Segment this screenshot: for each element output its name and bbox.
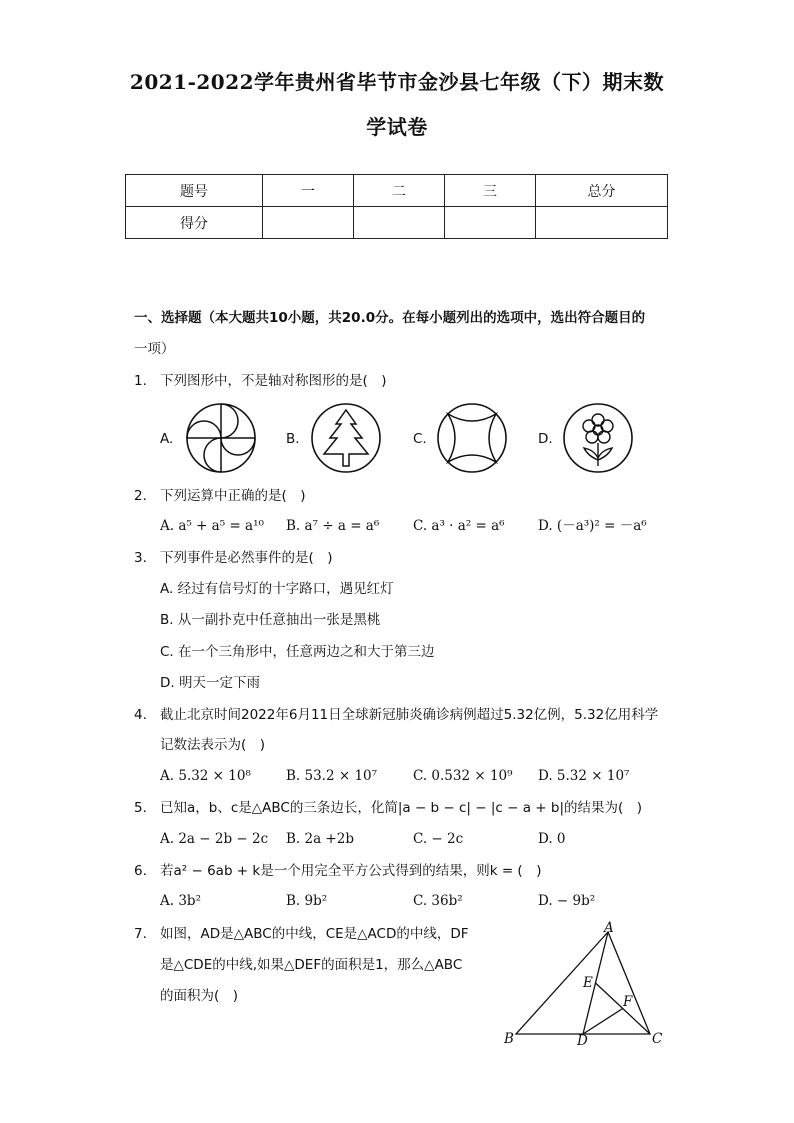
pine-tree-figure	[310, 402, 382, 474]
option-text: B. 从一副扑克中任意抽出一张是黑桃	[160, 612, 381, 628]
option-text: C. − 2c	[413, 831, 464, 847]
pinwheel-figure	[185, 402, 257, 474]
option-text: C. 36b²	[413, 893, 463, 909]
option-text: B. 53.2 × 10⁷	[286, 768, 378, 784]
option-label: D.	[538, 431, 553, 447]
option-text: C. 0.532 × 10⁹	[413, 768, 513, 784]
question-number: 2.	[134, 488, 147, 504]
score-table-header-row	[126, 175, 668, 207]
score-table	[125, 174, 668, 239]
score-cell	[445, 207, 536, 239]
option-label: B.	[286, 431, 300, 447]
option-text: A. 3b²	[160, 893, 201, 909]
option-label: A.	[160, 431, 174, 447]
score-cell	[263, 207, 354, 239]
option-text: D. 5.32 × 10⁷	[538, 768, 630, 784]
section1-heading: 一、选择题（本大题共10小题，共20.0分。在每小题列出的选项中，选出符合题目的	[134, 310, 646, 326]
option-text: A. a⁵ + a⁵ = a¹⁰	[160, 518, 264, 534]
option-text: C. a³ · a² = a⁶	[413, 518, 505, 534]
flower-figure	[562, 402, 634, 474]
question-number: 4.	[134, 707, 147, 723]
option-text: D. 明天一定下雨	[160, 675, 260, 691]
score-header-cell: 三	[445, 175, 536, 207]
paper-title-line2: 学试卷	[366, 115, 428, 139]
question-number: 7.	[134, 926, 147, 942]
question-stem: 若a² − 6ab + k是一个用完全平方公式得到的结果，则k = ( )	[160, 863, 542, 879]
question-stem: 截止北京时间2022年6月11日全球新冠肺炎确诊病例超过5.32亿例，5.32亿用科学	[160, 707, 659, 723]
vertex-label-e: E	[583, 975, 593, 991]
question-stem: 下列事件是必然事件的是( )	[160, 550, 333, 566]
concave-square-figure	[436, 402, 508, 474]
question-stem-cont: 的面积为( )	[160, 988, 239, 1004]
section1-heading-cont: 一项）	[134, 341, 175, 357]
vertex-label-f: F	[623, 994, 633, 1010]
option-text: C. 在一个三角形中，任意两边之和大于第三边	[160, 644, 435, 660]
option-text: B. 2a +2b	[286, 831, 354, 847]
vertex-label-c: C	[652, 1031, 663, 1047]
option-text: A. 2a − 2b − 2c	[160, 831, 269, 847]
question-stem: 下列运算中正确的是( )	[160, 488, 306, 504]
vertex-label-b: B	[504, 1031, 514, 1047]
vertex-label-a: A	[604, 920, 614, 936]
question-stem: 下列图形中，不是轴对称图形的是( )	[160, 373, 387, 389]
question-stem: 已知a，b、c是△ABC的三条边长，化简|a − b − c| − |c − a + b|的结果为( )	[160, 800, 643, 816]
score-row-label: 得分	[126, 207, 263, 239]
question-stem-cont: 是△CDE的中线,如果△DEF的面积是1，那么△ABC	[160, 957, 463, 973]
question-number: 6.	[134, 863, 147, 879]
option-label: C.	[413, 431, 427, 447]
option-text: D. (－a³)² = －a⁶	[538, 518, 647, 534]
score-cell	[354, 207, 445, 239]
option-text: A. 经过有信号灯的十字路口，遇见红灯	[160, 581, 394, 597]
question-number: 1.	[134, 373, 147, 389]
score-cell	[536, 207, 668, 239]
option-text: B. 9b²	[286, 893, 328, 909]
vertex-label-d: D	[577, 1033, 588, 1049]
score-header-cell: 一	[263, 175, 354, 207]
score-header-cell: 二	[354, 175, 445, 207]
option-text: D. − 9b²	[538, 893, 596, 909]
paper-title-line1: 2021-2022学年贵州省毕节市金沙县七年级（下）期末数	[129, 70, 665, 94]
option-text: D. 0	[538, 831, 566, 847]
question-number: 3.	[134, 550, 147, 566]
question-stem: 如图，AD是△ABC的中线，CE是△ACD的中线，DF	[160, 926, 469, 942]
question-number: 5.	[134, 800, 147, 816]
score-header-cell: 总分	[536, 175, 668, 207]
score-header-cell: 题号	[126, 175, 263, 207]
option-text: A. 5.32 × 10⁸	[160, 768, 251, 784]
option-text: B. a⁷ ÷ a = a⁶	[286, 518, 380, 534]
question-stem-cont: 记数法表示为( )	[160, 737, 266, 753]
score-table-row	[126, 207, 668, 239]
